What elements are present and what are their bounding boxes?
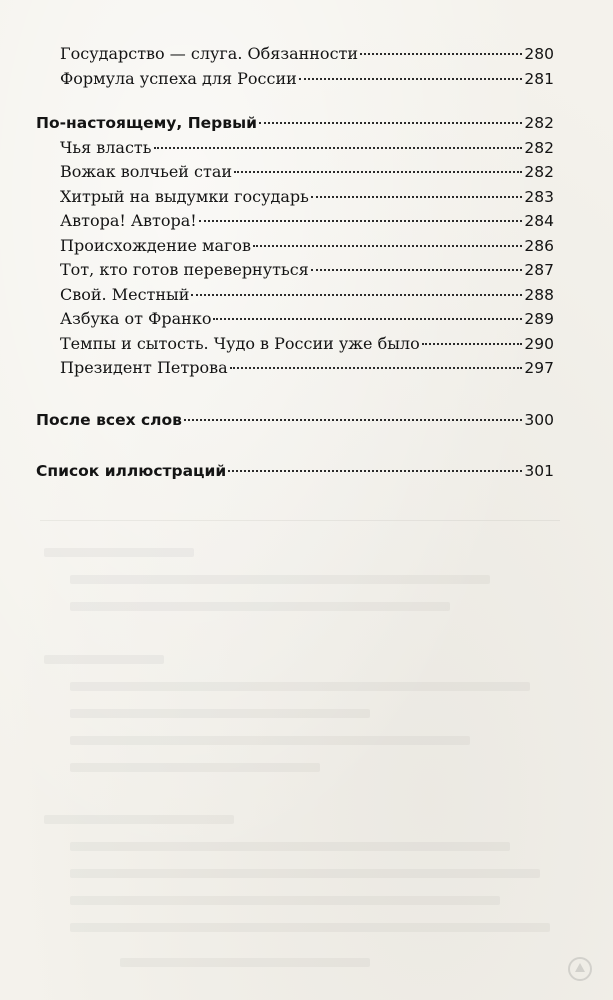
toc-entry[interactable] <box>36 307 554 332</box>
toc-entry-title: Хитрый на выдумки государь <box>60 186 309 206</box>
toc-entry-title: Происхождение магов <box>60 235 252 255</box>
toc-dot-leader <box>199 220 523 222</box>
toc-section-title: По-настоящему, Первый <box>36 114 257 132</box>
toc-dot-leader <box>311 196 523 198</box>
toc-dot-leader <box>360 53 522 55</box>
toc-entry[interactable] <box>36 67 554 92</box>
toc-entry-title: Чья власть <box>60 137 152 157</box>
toc-entry-title: Государство — слуга. Обязанности <box>60 44 359 63</box>
toc-entry-title: Азбука от Франко <box>60 309 212 328</box>
toc-entry[interactable] <box>36 209 554 234</box>
toc-page-number: 288 <box>524 285 554 304</box>
toc-page-number: 282 <box>524 114 554 132</box>
toc-page-number: 297 <box>524 359 554 377</box>
toc-entry[interactable] <box>36 234 554 259</box>
toc-page-number: 287 <box>524 261 554 279</box>
toc-dot-leader <box>184 419 522 421</box>
toc-entry[interactable] <box>36 356 554 381</box>
toc-entry[interactable] <box>36 332 554 357</box>
toc-page-number: 282 <box>524 138 554 157</box>
toc-dot-leader <box>154 147 523 149</box>
toc-page-number: 284 <box>524 212 554 230</box>
toc-page-number: 280 <box>524 45 554 63</box>
toc-dot-leader <box>253 245 522 247</box>
toc-entry[interactable] <box>36 136 554 161</box>
toc-dot-leader <box>311 269 523 271</box>
toc-dot-leader <box>422 343 523 345</box>
toc-entry-title: Президент Петрова <box>60 358 228 377</box>
toc-entry-title: Вожак волчьей стаи <box>60 162 233 181</box>
toc-entry[interactable] <box>36 42 554 67</box>
toc-entry[interactable] <box>36 283 554 308</box>
toc-page-number: 281 <box>524 69 554 88</box>
toc-page-number: 290 <box>524 334 554 353</box>
publisher-mark-icon <box>567 956 593 982</box>
toc-page-number: 300 <box>524 410 554 429</box>
toc-entry[interactable] <box>36 160 554 185</box>
toc-page-number: 282 <box>524 163 554 181</box>
toc-section-entry[interactable] <box>36 111 554 136</box>
toc-section-entry[interactable] <box>36 408 554 433</box>
toc-page-number: 301 <box>524 462 554 480</box>
toc-dot-leader <box>259 122 522 124</box>
table-of-contents <box>36 42 554 484</box>
toc-page-number: 283 <box>524 187 554 206</box>
toc-dot-leader <box>234 171 522 173</box>
toc-dot-leader <box>299 78 523 80</box>
toc-entry[interactable] <box>36 258 554 283</box>
toc-page-number: 286 <box>524 236 554 255</box>
toc-section-title: Список иллюстраций <box>36 462 227 480</box>
toc-entry[interactable] <box>36 185 554 210</box>
toc-entry-title: Свой. Местный <box>60 284 190 304</box>
toc-section-entry[interactable] <box>36 459 554 484</box>
toc-dot-leader <box>191 294 522 296</box>
toc-page-number: 289 <box>524 310 554 328</box>
toc-entry-title: Автора! Автора! <box>60 211 197 230</box>
toc-entry-title: Тот, кто готов перевернуться <box>60 260 309 279</box>
toc-entry-title: Темпы и сытость. Чудо в России уже было <box>60 333 420 353</box>
toc-dot-leader <box>213 318 522 320</box>
toc-dot-leader <box>230 367 523 369</box>
toc-dot-leader <box>228 470 522 472</box>
toc-section-title: После всех слов <box>36 410 182 429</box>
toc-entry-title: Формула успеха для России <box>60 68 297 88</box>
